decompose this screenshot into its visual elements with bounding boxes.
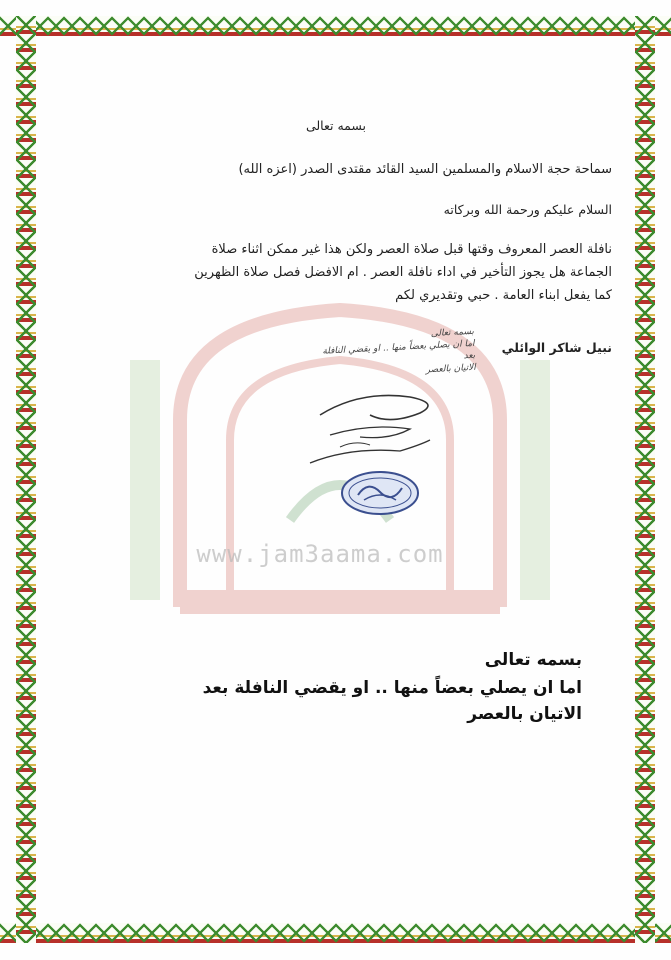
answer-line: اما ان يصلي بعضاً منها .. او يقضي النافلة بعد xyxy=(202,678,582,698)
answer-line: الاتيان بالعصر xyxy=(467,704,582,724)
ornament-border-right xyxy=(635,16,655,943)
handwritten-reply xyxy=(314,326,476,382)
handwritten-line: الاتيان بالعصر xyxy=(425,362,477,376)
letter-basmala: بسمه تعالى xyxy=(305,118,367,133)
ornament-border-top xyxy=(0,16,671,36)
signature-icon xyxy=(300,385,450,470)
letter-signer: نبيل شاكر الوائلي xyxy=(501,340,612,355)
question-line: كما يفعل ابناء العامة . حبي وتقديري لكم xyxy=(395,288,612,303)
letter-greeting: السلام عليكم ورحمة الله وبركاته xyxy=(443,202,612,217)
question-line: الجماعة هل يجوز التأخير في اداء نافلة العصر . ام الافضل فصل صلاة الظهرين xyxy=(194,265,612,280)
ornament-border-left xyxy=(16,16,36,943)
question-line: نافلة العصر المعروف وقتها قبل صلاة العصر ولكن هذا غير ممكن اثناء صلاة xyxy=(211,242,612,257)
watermark-url: www.jam3aama.com xyxy=(196,540,444,568)
seal-icon xyxy=(340,470,420,516)
letter-addressee: سماحة حجة الاسلام والمسلمين السيد القائد مقتدى الصدر (اعزه الله) xyxy=(238,162,612,177)
ornament-border-bottom xyxy=(0,923,671,943)
handwritten-line: اما ان يصلي بعضاً منها .. او يقضي النافلة بعد xyxy=(322,338,476,362)
letter-question xyxy=(60,238,612,307)
handwritten-line: بسمه تعالى xyxy=(430,326,475,340)
answer-basmala: بسمه تعالى xyxy=(484,650,582,670)
